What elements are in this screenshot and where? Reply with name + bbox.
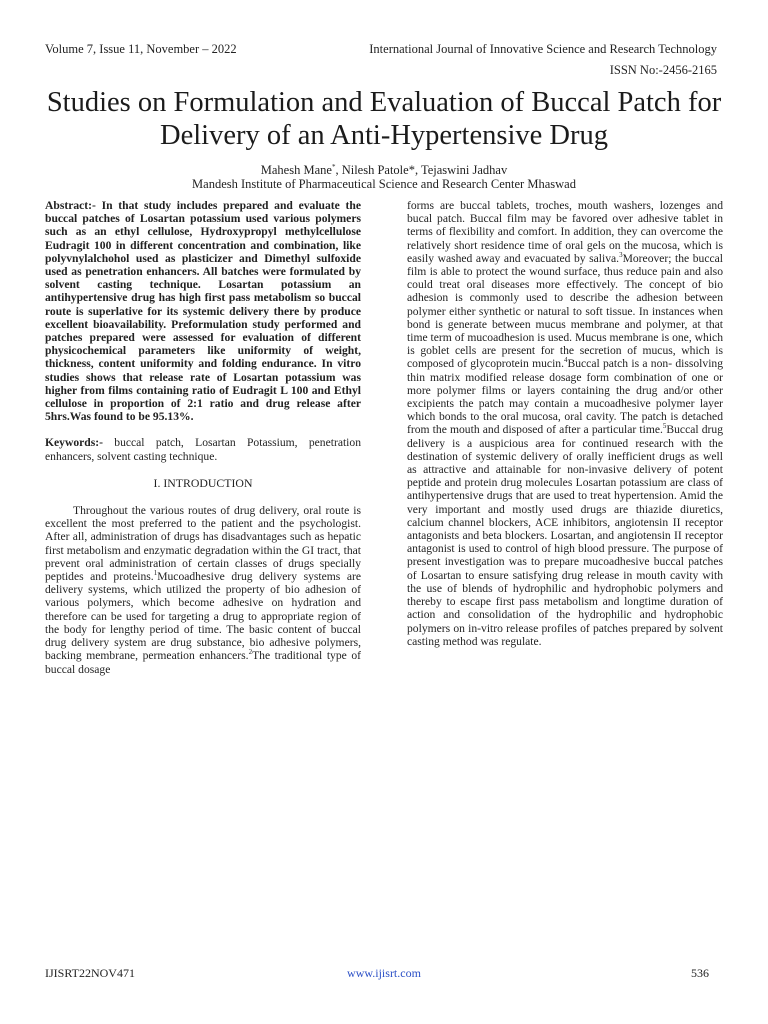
- author-1: Mahesh Mane: [260, 163, 332, 177]
- intro-text-c: The traditional type of buccal dosage: [45, 649, 361, 676]
- journal-name: International Journal of Innovative Science and Research Technology: [369, 42, 717, 56]
- intro-text-a: Throughout the various routes of drug delivery, oral route is excellent the most preferred to the patient and the psychologist. After all, administration of drugs has disadvantages such as hepatic first metabolism and enzymatic degradation within the GI tract, that prevent oral administration of certain classes of drugs specially peptides and proteins.: [45, 504, 361, 584]
- citation-2: 2: [248, 648, 253, 657]
- paper-title: Studies on Formulation and Evaluation of Buccal Patch for Delivery of an Anti-Hypertensive Drug: [46, 87, 722, 151]
- intro-text-b: Mucoadhesive drug delivery systems are delivery systems, which utilized the property of bio adhesion of various polymers, which become adhesive on hydration and therefore can be used for targeting a drug to appropriate region of the body for lengthy period of time. The basic content of buccal drug delivery system are drug substance, bio adhesive polymers, backing membrane, permeation enhancers.: [45, 570, 361, 663]
- abstract: Abstract:- In that study includes prepared and evaluate the buccal patches of Losartan potassium used various polymers such as an ethyl cellulose, Hydroxypropyl methylcellulose Eudragit 100 in different concentration and combination, like polyvnylalchohol used as plasticizer and Dimethyl sulfoxide used as penetration enhancers. All batches were formulated by solvent casting technique. Losartan potassium an antihypertensive drug has high first pass metabolism so buccal route is superlative for its systemic delivery there by produce excellent bioavailability. Preformulation study performed and patches prepared were assessed for evaluation of different physicochemical parameters like uniformity of weight, thickness, content uniformity and folding endurance. In vitro studies shows that release rate of Losartan potassium was higher from films containing ratio of Eudragit L 100 and Ethyl cellulose in proportion of 2:1 ratio and drug release after 5hrs.Was found to be 95.13%.: [45, 199, 361, 424]
- citation-1: 1: [153, 569, 158, 578]
- author-list: [0, 163, 768, 178]
- page-number: 536: [691, 966, 709, 980]
- right-text-b: Moreover; the buccal film is able to protect the wound surface, thus reduce pain and also could treat oral diseases more effectively. The concept of bio adhesion is commonly used to describe the adhesion between polymer either synthetic or natural to soft tissue. In instances when bond is generate between mucus membrane and polymer, at that time term of mucoadhesion is used. Mucus membrane is one, which is goblet cells are present for the secretion of mucus, which is composed of glycoprotein mucin.: [407, 251, 723, 371]
- right-text-a: forms are buccal tablets, troches, mouth washers, lozenges and bucal patch. Buccal film may be favored over adhesive tablet in terms of flexibility and comfort. In addition, they can overcome the relatively short residence time of oral gels on the mucosa, which is easily washed away and evacuated by saliva.: [407, 199, 723, 265]
- section-heading-introduction: I. INTRODUCTION: [153, 475, 253, 490]
- author-others: , Nilesh Patole*, Tejaswini Jadhav: [335, 163, 508, 177]
- corresponding-mark: *: [331, 162, 336, 171]
- citation-3: 3: [619, 250, 623, 259]
- intro-paragraph: [45, 504, 361, 676]
- issn: ISSN No:-2456-2165: [609, 63, 717, 77]
- left-column: [45, 199, 361, 676]
- keywords-label: Keywords:-: [45, 436, 103, 450]
- citation-4: 4: [564, 356, 568, 365]
- right-text-d: Buccal drug delivery is a auspicious area for continued research with the destination of systemic delivery of orally inefficient drugs as well as attractive and attainable for non-invasive delivery of potent peptide and protein drug molecules Losartan potassium are class of antihypertensive drugs that are used to treat hypertension. Amid the very important and mostly used drugs are thiazide diuretics, calcium channel blockers, ACE inhibitors, angiotensin II receptor antagonists and beta blockers. Losartan, and angiotensin II receptor antagonist is used to control of high blood pressure. The purpose of present investigation was to prepare mucoadhesive buccal patches of Losartan to ensure satisfying drug release in mouth cavity with the use of blends of hydrophilic and hydrophobic polymers and thereby to escape first pass metabolism and longtime duration of action and consolidation of the hydrophilic and hydrophobic polymers on in-vitro release profiles of patches prepared by solvent casting method was regulate.: [407, 423, 723, 648]
- journal-volume: Volume 7, Issue 11, November – 2022: [45, 42, 237, 56]
- keywords: [45, 436, 361, 462]
- affiliation: Mandesh Institute of Pharmaceutical Science and Research Center Mhaswad: [192, 177, 576, 191]
- citation-5: 5: [662, 422, 667, 431]
- right-text-c: Buccal patch is a non- dissolving thin matrix modified release dosage form combination of one or more polymer films or layers containing the drug and/or other excipients the patch may contain a mucoadhesive polymer layer which bonds to the oral mucosa, oral cavity. The patch is detached from the mouth and disposed of after a particular time.: [407, 357, 724, 437]
- intro-continuation: [407, 199, 723, 648]
- keywords-text: buccal patch, Losartan Potassium, penetration enhancers, solvent casting technique.: [45, 436, 361, 463]
- right-column: [407, 199, 723, 648]
- paper-code: IJISRT22NOV471: [45, 966, 135, 980]
- journal-url-link[interactable]: www.ijisrt.com: [347, 966, 421, 980]
